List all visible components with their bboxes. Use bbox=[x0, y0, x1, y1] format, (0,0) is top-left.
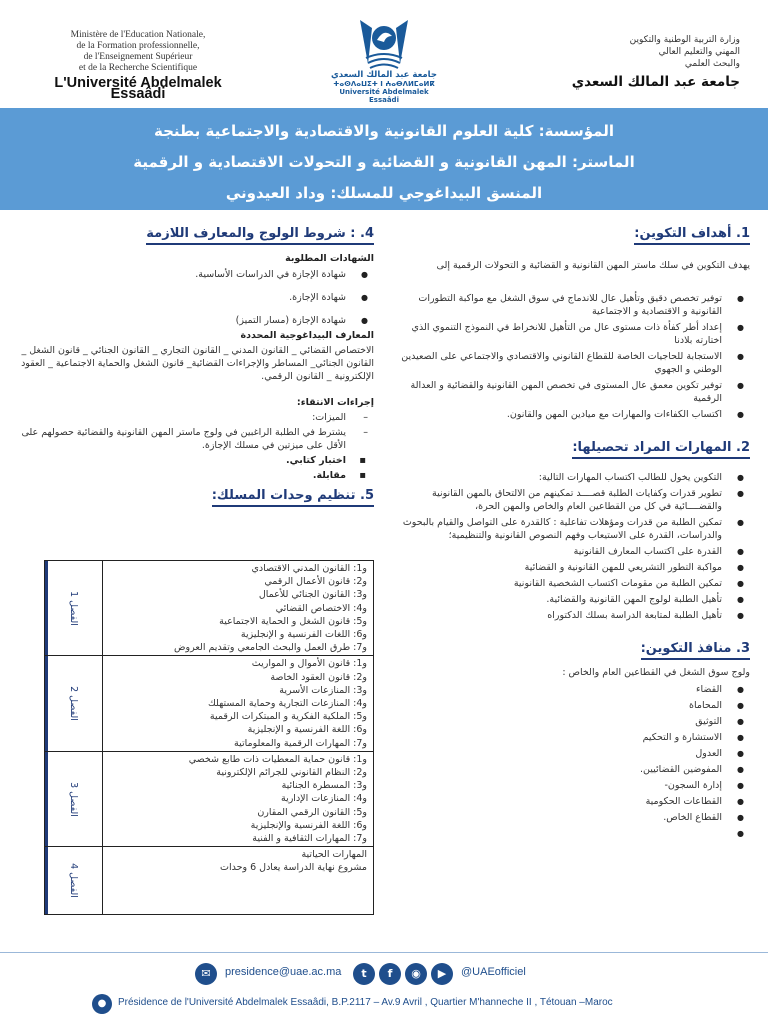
header bbox=[0, 0, 768, 108]
ar-university-name: جامعة عبد المالك السعدي bbox=[571, 74, 740, 90]
list-item: ● شهادة الإجازة. bbox=[20, 291, 374, 304]
location-icon: ● bbox=[92, 994, 112, 1014]
logo-french-name: Université Abdelmalek Essaâdi bbox=[339, 88, 429, 104]
semester-modules bbox=[103, 561, 374, 656]
section-modules-title: 5. تنظيم وحدات المسلك: bbox=[212, 488, 374, 507]
list-item: ● العدول bbox=[398, 747, 750, 760]
list-item: ● القطاعات الحكومية bbox=[398, 795, 750, 808]
twitter-icon[interactable]: t bbox=[353, 963, 375, 985]
objectives-list bbox=[398, 292, 750, 421]
knowledge-text: الاختصاص القضائي _ القانون المدني _ القانون التجاري _ القانون الجنائي _ قانون الشغل _ القانون الجنائي_ المساطر والإجراءات القضائية_ قانون الشغل والحماية الاجتماعية _ العقود الإلكترونية _ القانون الرقمي. bbox=[21, 345, 374, 382]
table-row bbox=[45, 656, 374, 751]
module-item: و5: القانون الرقمي المقارن bbox=[257, 806, 367, 818]
footer-handle[interactable]: @UAEofficiel bbox=[461, 966, 526, 978]
title-banner bbox=[0, 108, 768, 210]
module-item: و7: المهارات الرقمية والمعلوماتية bbox=[234, 737, 367, 749]
semester-label-cell bbox=[45, 751, 103, 846]
list-item: ● تمكين الطلبة من مقومات اكتساب الشخصية القانونية bbox=[398, 577, 750, 590]
footer-email[interactable]: presidence@uae.ac.ma bbox=[225, 966, 342, 978]
list-item: ● تطوير قدرات وكفايات الطلبة قصــــد تمكينهم من الالتحاق بالمهن القانونية والقضــــائية في كل من القطاعين العام والخاص والمهن الحرة، bbox=[398, 487, 750, 513]
skills-list bbox=[398, 471, 750, 622]
header-french bbox=[28, 30, 248, 100]
ar-line: وزارة التربية الوطنية والتكوين bbox=[629, 35, 740, 45]
list-item: ● توفير تكوين معمق عال المستوى في تخصص المهن القانونية والقضائية و العدالة الرقمية bbox=[398, 379, 750, 405]
table-row bbox=[45, 751, 374, 846]
semester-modules bbox=[103, 656, 374, 751]
youtube-icon[interactable]: ▶ bbox=[431, 963, 453, 985]
right-column bbox=[398, 222, 750, 843]
list-item bbox=[398, 827, 750, 840]
list-item: ● القطاع الخاص. bbox=[398, 811, 750, 824]
list-item: ● تمكين الطلبة من قدرات ومؤهلات تفاعلية : كالقدرة على التواصل والقيام بالبحوث والدراسات، القدرة على الاستيعاب وفهم النصوص القانونية والتنظيمية؛ bbox=[398, 516, 750, 542]
list-item: ● التكوين يخول للطالب اكتساب المهارات التالية: bbox=[398, 471, 750, 484]
list-item: ● القدرة على اكتساب المعارف القانونية bbox=[398, 545, 750, 558]
list-item: ● تأهيل الطلبة لمتابعة الدراسة بسلك الدكتوراه bbox=[398, 609, 750, 622]
list-item: ● إعداد أطر كفأة ذات مستوى عال من التأهيل للانخراط في النموذج التنموي الذي اختارته بلادنا bbox=[398, 321, 750, 347]
list-item: ● توفير تخصص دقيق وتأهيل عال للاندماج في سوق الشغل مع مواكبة التطورات القانونية و الاقتصادية و الاجتماعية bbox=[398, 292, 750, 318]
list-item: ● اكتساب الكفاءات والمهارات مع ميادين المهن والقانون. bbox=[398, 408, 750, 421]
module-item: و6: اللغات الفرنسية و الإنجليزية bbox=[240, 629, 367, 641]
fr-line: Ministère de l'Education Nationale, bbox=[70, 30, 206, 40]
list-item: ● المحاماة bbox=[398, 699, 750, 712]
module-item: و2: قانون العقود الخاصة bbox=[270, 671, 367, 683]
university-logo bbox=[327, 14, 441, 106]
ar-line: والبحث العلمي bbox=[684, 59, 740, 69]
outlets-intro: ولوج سوق الشغل في القطاعين العام والخاص : bbox=[562, 667, 750, 678]
module-item: و1: القانون المدني الاقتصادي bbox=[251, 563, 367, 574]
list-item: ▪ اختبار كتابي. bbox=[20, 454, 374, 467]
semester-label: الفصل 1 bbox=[68, 590, 79, 626]
modules-table bbox=[44, 560, 374, 915]
module-item: و1: قانون الأموال و المواريث bbox=[251, 658, 367, 670]
list-item: ● تأهيل الطلبة لولوج المهن القانونية والقضائية. bbox=[398, 593, 750, 606]
instagram-icon[interactable]: ◉ bbox=[405, 963, 427, 985]
module-item: و3: المنازعات الأسرية bbox=[279, 684, 367, 696]
list-item: ● الاستشارة و التحكيم bbox=[398, 731, 750, 744]
footer-address-row bbox=[92, 992, 692, 1016]
degrees-title: الشهادات المطلوبة bbox=[285, 253, 374, 264]
selection-criteria-list bbox=[20, 411, 374, 452]
module-item: و4: الاختصاص القضائي bbox=[275, 602, 367, 614]
module-item: و2: قانون الأعمال الرقمي bbox=[264, 576, 367, 588]
banner-coordinator: المنسق البيداغوجي للمسلك: وداد العيدوني bbox=[225, 184, 543, 202]
module-item: المهارات الحياتية bbox=[301, 849, 367, 861]
ar-line: المهني والتعليم العالي bbox=[658, 47, 740, 57]
module-item: و6: اللغة الفرنسية والإنجليزية bbox=[250, 819, 367, 831]
footer-divider bbox=[0, 952, 768, 953]
fr-line: de l'Enseignement Supérieur bbox=[83, 52, 193, 62]
section-objectives-title: 1. أهداف التكوين: bbox=[634, 226, 750, 245]
selection-title: إجراءات الانتقاء: bbox=[296, 397, 374, 408]
outlets-list bbox=[398, 683, 750, 840]
semester-modules bbox=[103, 847, 374, 915]
objectives-intro: يهدف التكوين في سلك ماستر المهن القانونية و القضائية و التحولات الرقمية إلى bbox=[436, 260, 750, 271]
module-item: و5: الملكية الفكرية و المبتكرات الرقمية bbox=[209, 711, 367, 723]
module-item: و6: اللغة الفرنسية و الإنجليزية bbox=[247, 724, 367, 736]
table-row bbox=[45, 561, 374, 656]
fr-line: et de la Recherche Scientifique bbox=[78, 63, 198, 73]
list-item: – يشترط في الطلبة الراغبين في ولوج ماستر المهن القانونية والقضائية حصولهم على الأقل على ميزتين في مسلك الإجازة. bbox=[20, 426, 374, 452]
module-item: و2: النظام القانوني للجرائم الإلكترونية bbox=[216, 767, 367, 779]
semester-label: الفصل 2 bbox=[68, 686, 79, 722]
facebook-icon[interactable]: f bbox=[379, 963, 401, 985]
semester-label: الفصل 3 bbox=[68, 781, 79, 817]
list-item: ● مواكبة التطور التشريعي للمهن القانونية و القضائية bbox=[398, 561, 750, 574]
semester-label-cell bbox=[45, 561, 103, 656]
module-item: و5: قانون الشغل و الحماية الاجتماعية bbox=[219, 615, 367, 627]
module-item: و3: القانون الجنائي للأعمال bbox=[258, 589, 367, 601]
selection-steps-list bbox=[20, 454, 374, 482]
fr-university-name: L'Université Abdelmalek Essaâdi bbox=[54, 75, 222, 102]
banner-institution: المؤسسة: كلية العلوم القانونية والاقتصادية والاجتماعية بطنجة bbox=[153, 122, 614, 140]
module-item: و4: المنازعات التجارية وحماية المستهلك bbox=[207, 698, 367, 710]
list-item: ● الاستجابة للحاجيات الخاصة للقطاع القانوني والاقتصادي والاجتماعي على الصعيدين الوطني و الجهوي bbox=[398, 350, 750, 376]
semester-label-cell bbox=[45, 847, 103, 915]
semester-modules bbox=[103, 751, 374, 846]
list-item: ● شهادة الإجازة (مسار التميز) bbox=[20, 314, 374, 327]
list-item: ● القضاء bbox=[398, 683, 750, 696]
knowledge-title: المعارف البيداغوجية المحددة bbox=[240, 330, 374, 341]
header-arabic bbox=[530, 34, 740, 88]
module-item: و1: قانون حماية المعطيات ذات طابع شخصي bbox=[188, 753, 367, 765]
list-item: ▪ مقابلة. bbox=[20, 469, 374, 482]
mail-icon[interactable]: ✉ bbox=[195, 963, 217, 985]
logo-emblem-icon bbox=[352, 14, 416, 70]
table-row bbox=[45, 847, 374, 915]
section-outlets-title: 3. منافذ التكوين: bbox=[641, 641, 750, 660]
logo-tifinagh-name: ⵜⴰⵙⴷⴰⵡⵉⵜ ⵏ ⵄⴰⴱⴷⵍⵎⴰⵍⴽ bbox=[333, 80, 435, 88]
section-admission-title: 4. : شروط الولوج والمعارف اللازمة bbox=[146, 226, 374, 245]
banner-master: الماستر: المهن القانونية و القضائية و التحولات الاقتصادية و الرقمية bbox=[133, 153, 635, 171]
module-item: و3: المسطرة الجنائية bbox=[281, 780, 367, 792]
left-column bbox=[20, 222, 374, 513]
section-skills-title: 2. المهارات المراد تحصيلها: bbox=[572, 440, 750, 459]
list-item: ● المفوضين القضائيين. bbox=[398, 763, 750, 776]
fr-line: de la Formation professionnelle, bbox=[76, 41, 200, 51]
footer-contacts bbox=[195, 963, 595, 987]
semester-label-cell bbox=[45, 656, 103, 751]
list-item: ● التوثيق bbox=[398, 715, 750, 728]
list-item: ● إدارة السجون- bbox=[398, 779, 750, 792]
semester-label: الفصل 4 bbox=[68, 863, 79, 899]
degrees-list bbox=[20, 268, 374, 327]
list-item: ● شهادة الإجازة في الدراسات الأساسية. bbox=[20, 268, 374, 281]
module-item: و7: المهارات الثقافية و الفنية bbox=[252, 833, 367, 845]
footer-address: Présidence de l'Université Abdelmalek Essaâdi, B.P.2117 – Av.9 Avril , Quartier M'hanneche II , Tétouan –Maroc bbox=[118, 997, 613, 1008]
module-item: و4: المنازعات الإدارية bbox=[280, 793, 367, 805]
module-item: و7: طرق العمل والبحث الجامعي وتقديم العروض bbox=[174, 642, 367, 654]
module-item: مشروع نهاية الدراسة يعادل 6 وحدات bbox=[220, 862, 367, 874]
list-item: – الميزات: bbox=[20, 411, 374, 424]
logo-arabic-name: جامعة عبد المالك السعدي bbox=[331, 70, 437, 80]
